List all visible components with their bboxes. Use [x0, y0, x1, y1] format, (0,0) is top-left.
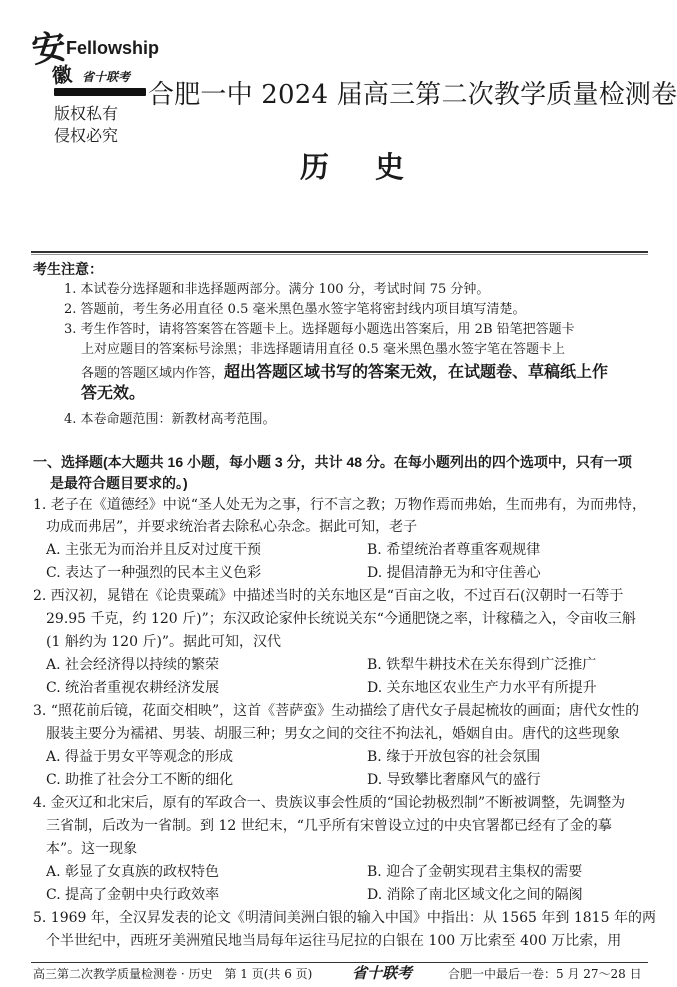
question-4-option-d: D. 消除了南北区域文化之间的隔阂 [367, 887, 583, 903]
notice-line-3c-plain: 各题的答题区域内作答， [81, 366, 225, 381]
copyright-line-1: 版权私有 [54, 104, 119, 123]
question-1-option-b: B. 希望统治者尊重客观规律 [367, 542, 541, 558]
question-4-line-1: 4. 金灭辽和北宋后，原有的军政合一、贵族议事会性质的“国论勃极烈制”不断被调整，先调整为 [33, 795, 626, 811]
question-1-option-d: D. 提倡清静无为和守住善心 [367, 565, 541, 581]
question-2-option-d: D. 关东地区农业生产力水平有所提升 [367, 680, 597, 696]
footer-divider [31, 962, 648, 963]
copyright-line-2: 侵权必究 [54, 126, 119, 145]
logo-wei-character: 徽 [50, 62, 74, 88]
question-5-line-2: 个半世纪中，西班牙美洲殖民地当局每年运往马尼拉的白银在 100 万比索至 400 万比索，用 [46, 933, 622, 949]
question-3-line-2: 服装主要分为襦裙、男装、胡服三种；男女之间的交往不拘法礼，婚姻自由。唐代的这些现象 [46, 726, 620, 742]
logo-fellowship-text: Fellowship [66, 38, 160, 58]
question-1-option-a: A. 主张无为而治并且反对过度干预 [46, 542, 262, 558]
footer-page-info: 高三第二次教学质量检测卷 · 历史 第 1 页(共 6 页) [33, 967, 313, 981]
footer-brand: 省十联考 [352, 964, 413, 982]
question-2-line-1: 2. 西汉初，晁错在《论贵粟疏》中描述当时的关东地区是“百亩之收，不过百石(汉朝时一石等于 [33, 588, 624, 604]
logo-an-character: 安 [29, 26, 69, 72]
question-3-option-b: B. 缘于开放包容的社会氛围 [367, 749, 541, 765]
question-5-line-1: 5. 1969 年，全汉昇发表的论文《明清间美洲白银的输入中国》中指出：从 1565 年到 1815 年的两 [33, 910, 656, 926]
question-4-line-3: 本”。这一现象 [46, 841, 138, 857]
question-3-option-d: D. 导致攀比奢靡风气的盛行 [367, 772, 541, 788]
question-3-option-a: A. 得益于男女平等观念的形成 [46, 749, 234, 765]
exam-title: 合肥一中 2024 届高三第二次教学质量检测卷 [148, 80, 677, 110]
question-1-line-2: 功成而弗居”，并要求统治者去除私心杂念。据此可知，老子 [46, 519, 418, 535]
question-3-line-1: 3. “照花前后镜，花面交相映”，这首《菩萨蛮》生动描绘了唐代女子晨起梳妆的画面；唐代女性的 [33, 703, 640, 719]
header-divider-thin [31, 254, 648, 255]
notice-line-3c [81, 362, 608, 383]
subject-title: 历史 [300, 150, 451, 184]
question-2-option-b: B. 铁犁牛耕技术在关东得到广泛推广 [367, 657, 597, 673]
notice-heading: 考生注意： [33, 261, 103, 277]
logo-bar [54, 88, 146, 96]
question-4-option-a: A. 彰显了女真族的政权特色 [46, 864, 220, 880]
notice-line-1: 1. 本试卷分选择题和非选择题两部分。满分 100 分，考试时间 75 分钟。 [64, 282, 490, 297]
notice-line-3a: 3. 考生作答时，请将答案答在答题卡上。选择题每小题选出答案后，用 2B 铅笔把答题卡 [64, 322, 575, 337]
notice-line-2: 2. 答题前，考生务必用直径 0.5 毫米黑色墨水签字笔将密封线内项目填写清楚。 [64, 302, 526, 317]
notice-warning-bold-end: 答无效。 [81, 385, 146, 402]
header-divider [31, 251, 648, 253]
question-4-option-b: B. 迎合了金朝实现君主集权的需要 [367, 864, 583, 880]
question-2-option-a: A. 社会经济得以持续的繁荣 [46, 657, 220, 673]
footer-exam-date: 合肥一中最后一卷：5 月 27～28 日 [448, 967, 642, 981]
question-4-option-c: C. 提高了金朝中央行政效率 [46, 887, 220, 903]
question-2-option-c: C. 统治者重视农耕经济发展 [46, 680, 220, 696]
notice-line-3b: 上对应题目的答案标号涂黑；非选择题请用直径 0.5 毫米黑色墨水签字笔在答题卡上 [81, 342, 565, 357]
section-heading-cont: 是最符合题目要求的。) [50, 475, 188, 491]
question-3-option-c: C. 助推了社会分工不断的细化 [46, 772, 234, 788]
question-2-line-3: (1 斛约为 120 斤)”。据此可知，汉代 [46, 634, 282, 650]
notice-warning-bold: 超出答题区域书写的答案无效，在试题卷、草稿纸上作 [224, 364, 609, 381]
question-1-line-1: 1. 老子在《道德经》中说“圣人处无为之事，行不言之教；万物作焉而弗始，生而弗有，为而弗恃， [33, 497, 646, 513]
question-1-option-c: C. 表达了一种强烈的民本主义色彩 [46, 565, 262, 581]
question-2-line-2: 29.95 千克，约 120 斤)”；东汉政论家仲长统说关东“今通肥饶之率，计稼穑之入，令亩收三斛 [46, 611, 636, 627]
logo-shengshi-text: 省十联考 [82, 70, 131, 84]
question-4-line-2: 三省制，后改为一省制。到 12 世纪末，“几乎所有宋曾设立过的中央官署都已经有了金的摹 [46, 818, 612, 834]
section-heading: 一、选择题(本大题共 16 小题，每小题 3 分，共计 48 分。在每小题列出的四个选项中，只有一项 [33, 454, 632, 470]
notice-line-4: 4. 本卷命题范围：新教材高考范围。 [64, 412, 276, 427]
